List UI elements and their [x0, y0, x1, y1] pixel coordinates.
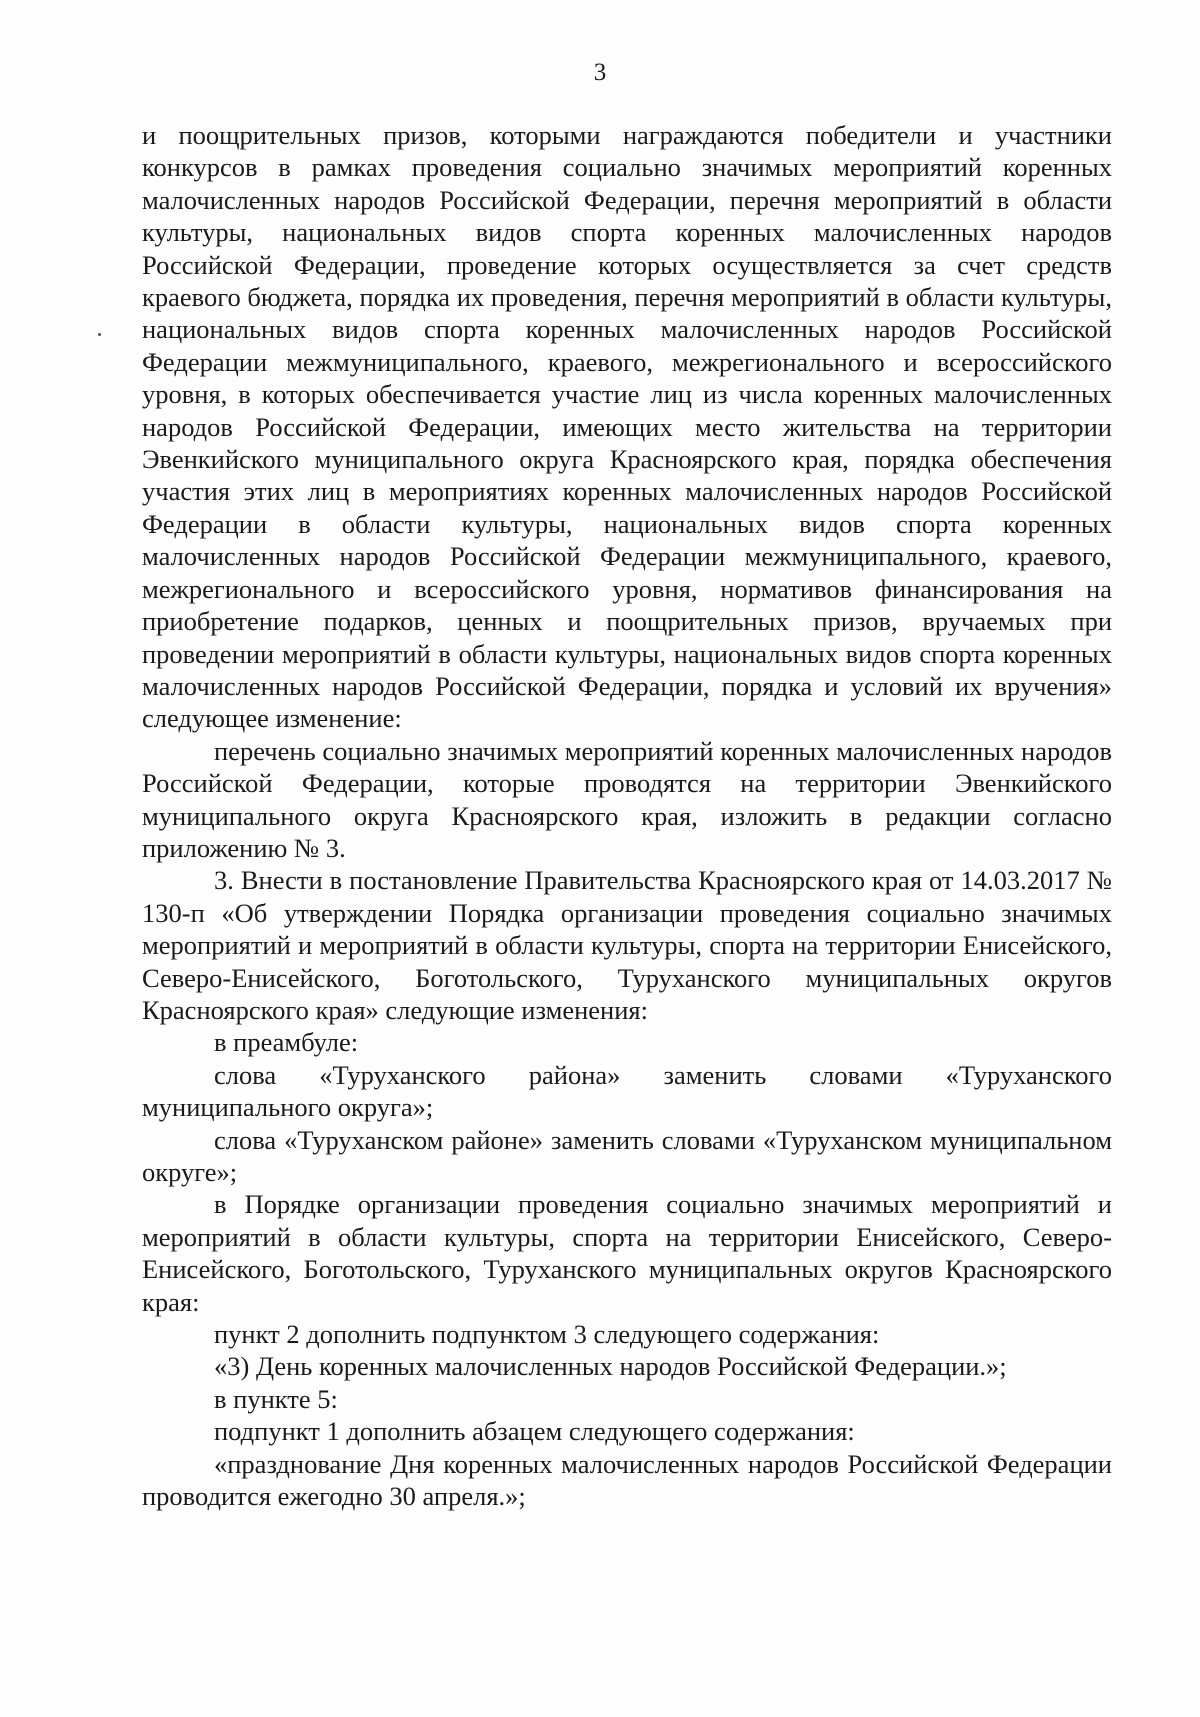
paragraph-10: в пункте 5: — [214, 1383, 338, 1414]
paragraph-5: слова «Туруханского района» заменить словами «Туруханского муниципального округа»; — [142, 1059, 1112, 1123]
paragraph-6: слова «Туруханском районе» заменить словами «Туруханском муниципальном округе»; — [142, 1124, 1112, 1187]
paragraph-2: перечень социально значимых мероприятий коренных малочисленных народов Российской Федерации, которые проводятся на территории Эвенкийского муниципального округа Красноярского края, изложить в редакции согласно приложению № 3. — [142, 735, 1112, 863]
page-number: 3 — [593, 59, 607, 86]
paragraph-4: в преамбуле: — [214, 1027, 359, 1058]
paragraph-7: в Порядке организации проведения социально значимых мероприятий и мероприятий в области культуры, спорта на территории Енисейского, Северо-Енисейского, Боготольского, Туруханского муниципальных округов Красноярского края: — [142, 1189, 1112, 1317]
paragraph-3: 3. Внести в постановление Правительства Красноярского края от 14.03.2017 № 130-п «Об утверждении Порядка организации проведения социально значимых мероприятий и мероприятий в области культуры, спорта на территории Енисейского, Северо-Енисейского, Боготольского, Туруханского муниципальных округов Красноярского края» следующие изменения: — [142, 865, 1112, 1025]
paragraph-8: пункт 2 дополнить подпунктом 3 следующего содержания: — [214, 1319, 880, 1350]
document-body — [142, 119, 1112, 1512]
scan-mark — [98, 333, 101, 336]
paragraph-12: «празднование Дня коренных малочисленных народов Российской Федерации проводится ежегодно 30 апреля.»; — [142, 1448, 1112, 1512]
paragraph-1: и поощрительных призов, которыми награждаются победители и участники конкурсов в рамках проведения социально значимых мероприятий коренных малочисленных народов Российской Федерации, перечня мероприятий в области культуры, национальных видов спорта коренных малочисленных народов Российской Федерации, проведение которых осуществляется за счет средств краевого бюджета, порядка их проведения, перечня мероприятий в области культуры, национальных видов спорта коренных малочисленных народов Российской Федерации межмуниципального, краевого, межрегионального и всероссийского уровня, в которых обеспечивается участие лиц из числа коренных малочисленных народов Российской Федерации, имеющих место жительства на территории Эвенкийского муниципального округа Красноярского края, порядка обеспечения участия этих лиц в мероприятиях коренных малочисленных народов Российской Федерации в области культуры, национальных видов спорта коренных малочисленных народов Российской Федерации межмуниципального, краевого, межрегионального и всероссийского уровня, нормативов финансирования на приобретение подарков, ценных и поощрительных призов, вручаемых при проведении мероприятий в области культуры, национальных видов спорта коренных малочисленных народов Российской Федерации, порядка и условий их вручения» следующее изменение: — [142, 120, 1112, 734]
paragraph-11: подпункт 1 дополнить абзацем следующего содержания: — [214, 1416, 855, 1447]
paragraph-9: «3) День коренных малочисленных народов Российской Федерации.»; — [214, 1351, 1007, 1382]
